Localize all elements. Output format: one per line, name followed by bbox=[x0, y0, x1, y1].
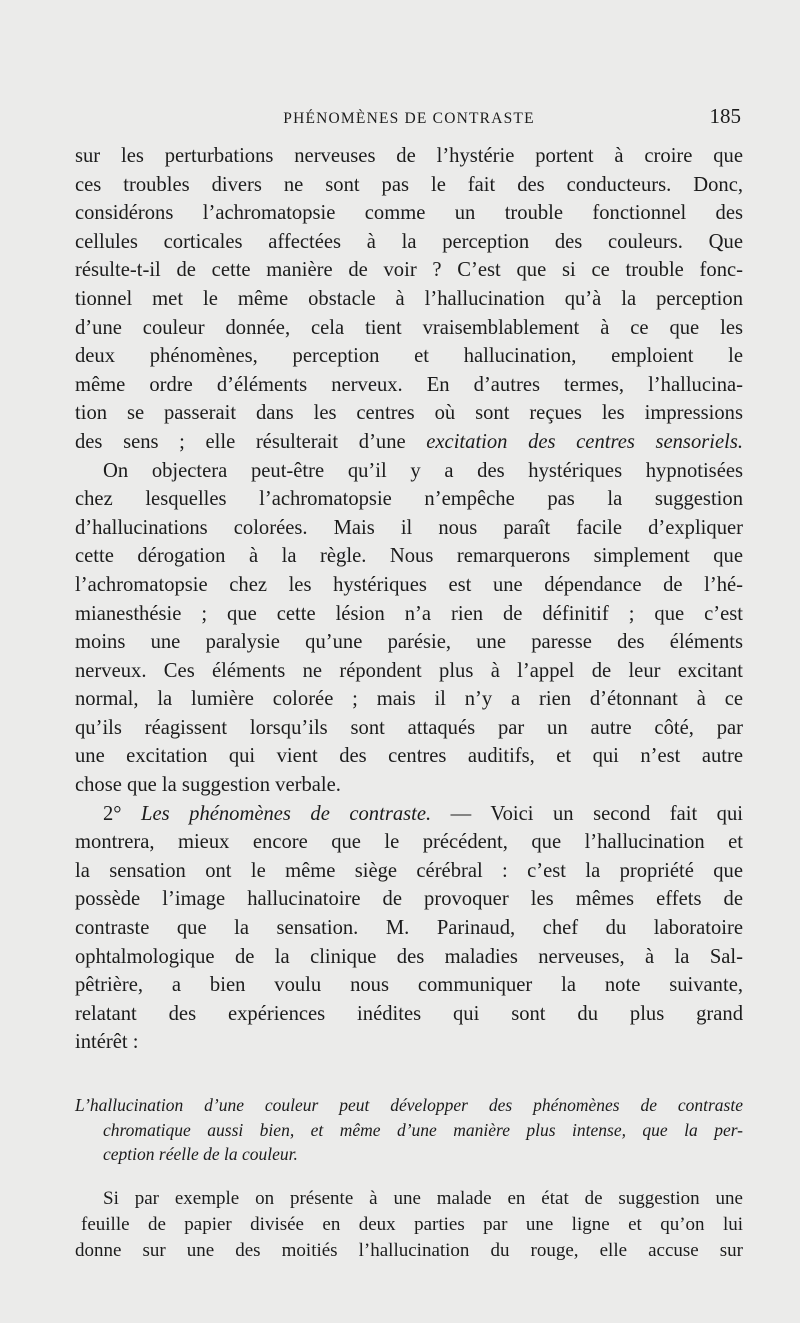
text-line: contraste que la sensation. M. Parinaud, chef du laboratoire bbox=[75, 917, 743, 940]
text-line: relatant des expériences inédites qui sont du plus grand bbox=[75, 1002, 743, 1025]
text-line: chez lesquelles l’achromatopsie n’empêche pas la suggestion bbox=[75, 488, 743, 511]
text-line: normal, la lumière colorée ; mais il n’y a rien d’étonnant à ce bbox=[75, 688, 743, 711]
text-line: cellules corticales affectées à la perception des couleurs. Que bbox=[75, 230, 743, 253]
section-number: 2° bbox=[103, 802, 122, 825]
text-line: tion se passerait dans les centres où sont reçues les impressions bbox=[75, 402, 743, 425]
text-line: même ordre d’éléments nerveux. En d’autres termes, l’hallucina- bbox=[75, 373, 743, 396]
text-line: donne sur une des moitiés l’hallucination du rouge, elle accuse sur bbox=[75, 1240, 743, 1261]
quote-line: L’hallucination d’une couleur peut développer des phénomènes de contraste bbox=[75, 1095, 743, 1115]
body-text bbox=[75, 142, 743, 1057]
emphasized-text: excitation des centres sensoriels. bbox=[426, 430, 744, 453]
text-line: chose que la suggestion verbale. bbox=[75, 774, 341, 797]
text-line: la sensation ont le même siège cérébral : c’est la propriété que bbox=[75, 859, 743, 882]
section-heading: Les phénomènes de contraste. bbox=[141, 802, 432, 825]
text-line: d’hallucinations colorées. Mais il nous paraît facile d’expliquer bbox=[75, 516, 743, 539]
text-line: sur les perturbations nerveuses de l’hystérie portent à croire que bbox=[75, 145, 743, 167]
text-line: moins une paralysie qu’une parésie, une paresse des éléments bbox=[75, 631, 743, 654]
text-line: deux phénomènes, perception et hallucination, emploient le bbox=[75, 345, 743, 368]
text-line: d’une couleur donnée, cela tient vraisemblablement à ce que les bbox=[75, 316, 743, 339]
text-line: mianesthésie ; que cette lésion n’a rien de définitif ; que c’est bbox=[75, 602, 743, 625]
paragraph-1 bbox=[75, 142, 743, 457]
text-line bbox=[75, 800, 743, 829]
text-line: possède l’image hallucinatoire de provoquer les mêmes effets de bbox=[75, 888, 743, 911]
text-line: ophtalmologique de la clinique des maladies nerveuses, à la Sal- bbox=[75, 945, 743, 968]
italic-quote bbox=[75, 1093, 743, 1167]
text-line: une excitation qui vient des centres auditifs, et qui n’est autre bbox=[75, 745, 743, 768]
text-line: considérons l’achromatopsie comme un trouble fonctionnel des bbox=[75, 202, 743, 225]
text-line bbox=[75, 428, 743, 457]
page-number: 185 bbox=[709, 104, 741, 128]
text-line: ces troubles divers ne sont pas le fait des conducteurs. Donc, bbox=[75, 173, 743, 196]
quote-line: chromatique aussi bien, et même d’une manière plus intense, que la per- bbox=[103, 1119, 743, 1140]
running-title: PHÉNOMÈNES DE CONTRASTE bbox=[283, 110, 535, 127]
text-line: résulte-t-il de cette manière de voir ? C’est que si ce trouble fonc- bbox=[75, 259, 743, 282]
text-line: Si par exemple on présente à une malade en état de suggestion une bbox=[103, 1188, 743, 1209]
text-line: l’achromatopsie chez les hystériques est une dépendance de l’hé- bbox=[75, 573, 743, 596]
paragraph-2 bbox=[75, 457, 743, 800]
text-line: feuille de papier divisée en deux parties par une ligne et qu’on lui bbox=[81, 1214, 743, 1235]
text-line: cette dérogation à la règle. Nous remarquerons simplement que bbox=[75, 545, 743, 568]
text-line: nerveux. Ces éléments ne répondent plus à l’appel de leur excitant bbox=[75, 659, 743, 682]
text-segment: des sens ; elle résulterait d’une bbox=[75, 430, 427, 453]
quote-line: ception réelle de la couleur. bbox=[103, 1144, 298, 1164]
text-line: tionnel met le même obstacle à l’hallucination qu’à la perception bbox=[75, 287, 743, 310]
text-line: pêtrière, a bien voulu nous communiquer la note suivante, bbox=[75, 974, 743, 997]
text-line: On objectera peut-être qu’il y a des hystériques hypnotisées bbox=[103, 459, 743, 482]
text-line: montrera, mieux encore que le précédent, que l’hallucination et bbox=[75, 831, 743, 854]
running-head bbox=[75, 104, 743, 134]
final-paragraph bbox=[75, 1186, 743, 1264]
text-line: intérêt : bbox=[75, 1031, 139, 1054]
text-segment: — Voici un second fait qui bbox=[450, 802, 743, 825]
text-line: qu’ils réagissent lorsqu’ils sont attaqués par un autre côté, par bbox=[75, 716, 743, 739]
paragraph-3 bbox=[75, 800, 743, 1057]
